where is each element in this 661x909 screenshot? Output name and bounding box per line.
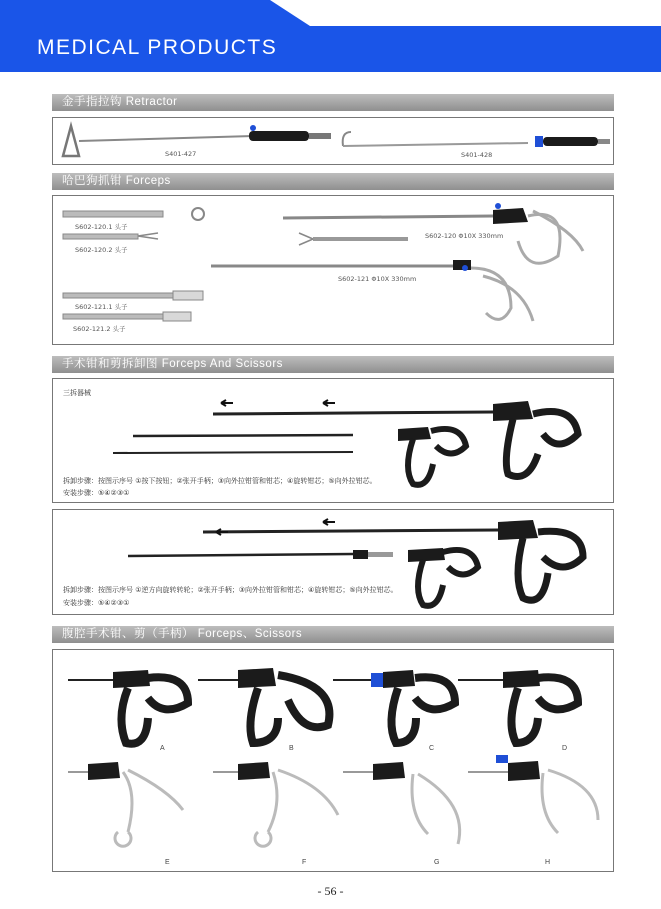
handle-letter-b: B [289,745,294,752]
disassembly-panel-1 [52,378,614,503]
retractor-box [52,117,614,165]
handle-b [198,668,329,743]
panel2-install: 安装步骤：⑤④②③① [63,599,130,607]
handle-letter-a: A [160,745,165,752]
forceps-label-4: S602-121 Φ10X 330mm [338,275,417,283]
panel1-install: 安装步骤：⑤④②③① [63,489,130,497]
forceps-illustration [53,196,615,346]
handle-letter-d: D [562,745,568,752]
handle-f [213,762,338,846]
section-title-handles: 腹腔手术钳、剪（手柄） Forceps、Scissors [52,626,614,643]
panel2-illustration [53,510,615,616]
page-header [0,0,661,72]
section-title-forceps: 哈巴狗抓钳 Forceps [52,173,614,190]
retractor-label-2: S401-428 [461,151,493,159]
handle-c [333,670,455,743]
handles-illustration [53,650,615,873]
panel2-steps: 拆卸步骤：按图示序号 ①逆方向旋转转轮；②张开手柄；③向外拉钳管和钳芯；④旋转钳芯；⑤向外拉钳芯。 [63,586,398,594]
header-title: MEDICAL PRODUCTS [37,36,278,59]
handle-d [458,670,578,743]
handle-letter-g: G [434,859,440,866]
section-title-disassembly: 手术钳和剪拆卸图 Forceps And Scissors [52,356,614,373]
handle-letter-f: F [302,859,307,866]
forceps-label-1: S602-120.1 头子 [75,223,128,231]
forceps-label-5: S602-121.1 头子 [75,303,128,311]
handle-letter-c: C [429,745,435,752]
disassembly-panel-2 [52,509,614,615]
forceps-label-6: S602-121.2 头子 [73,325,126,333]
forceps-label-2: S602-120.2 头子 [75,246,128,254]
page-number: - 56 - [317,884,344,898]
retractor-illustration [53,118,615,166]
panel1-steps: 拆卸步骤：按图示序号 ①按下按钮；②张开手柄；③向外拉钳管和钳芯；④旋转钳芯；⑤向外拉钳芯。 [63,477,377,485]
retractor-label-1: S401-427 [165,150,197,158]
handle-g [343,762,460,844]
handle-h [468,755,598,833]
handle-letter-e: E [165,859,170,866]
forceps-label-3: S602-120 Φ10X 330mm [425,232,504,240]
section-title-retractor: 金手指拉钩 Retractor [52,94,614,111]
handle-letter-h: H [545,859,551,866]
handle-e [68,762,183,846]
handle-a [68,670,188,744]
forceps-box [52,195,614,345]
panel1-heading: 三拆器械 [63,389,91,397]
handles-box [52,649,614,872]
